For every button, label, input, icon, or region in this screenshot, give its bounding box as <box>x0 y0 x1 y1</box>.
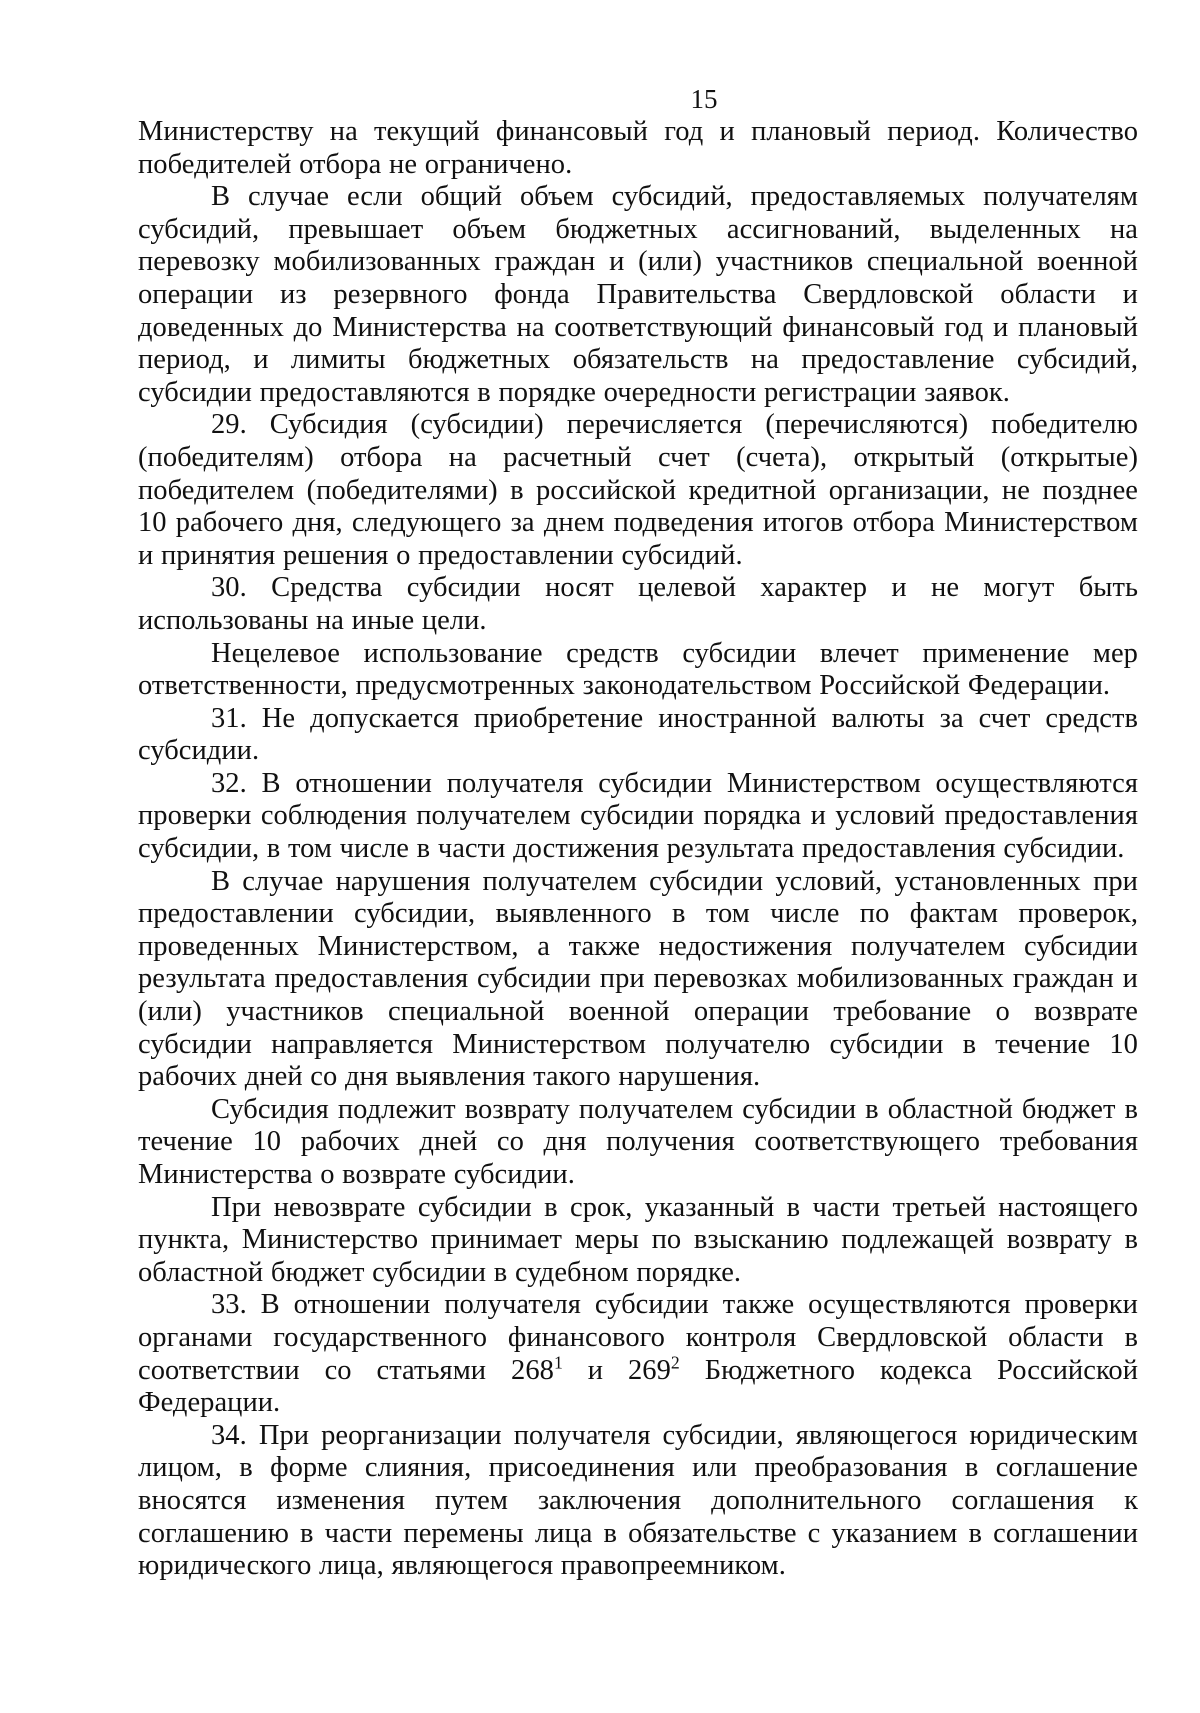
document-body <box>138 116 1138 1583</box>
paragraph-33-part1: 33. В отношении получателя субсидии также осуществляются проверки органами государственного финансового контроля Свердловской области в соответствии со статьями 268 <box>138 1289 1138 1386</box>
paragraph-34: 34. При реорганизации получателя субсидии, являющегося юридическим лицом, в форме слияния, присоединения или преобразования в соглашение вносятся изменения путем заключения дополнительного соглашения к соглашению в части перемены лица в обязательстве с указанием в соглашении юридического лица, являющегося правопреемником. <box>138 1419 1138 1582</box>
paragraph-30: 30. Средства субсидии носят целевой характер и не могут быть использованы на иные цели. <box>138 572 1138 636</box>
article-269-superscript: 2 <box>670 1352 680 1373</box>
paragraph-non-refund: При невозврате субсидии в срок, указанный в части третьей настоящего пункта, Министерство принимает меры по взысканию подлежащей возврату в областной бюджет субсидии в судебном порядке. <box>138 1191 1138 1288</box>
paragraph-29: 29. Субсидия (субсидии) перечисляется (перечисляются) победителю (победителям) отбора на расчетный счет (счета), открытый (открытые) победителем (победителями) в российской кредитной организации, не позднее 10 рабочего дня, следующего за днем подведения итогов отбора Министерством и принятия решения о предоставлении субсидий. <box>138 409 1138 571</box>
paragraph-33-part2: и 269 <box>562 1354 671 1386</box>
paragraph-32: 32. В отношении получателя субсидии Министерством осуществляются проверки соблюдения получателем субсидии порядка и условий предоставления субсидии, в том числе в части достижения результата предоставления субсидии. <box>138 767 1138 865</box>
paragraph-misuse: Нецелевое использование средств субсидии влечет применение мер ответственности, предусмотренных законодательством Российской Федерации. <box>138 637 1138 702</box>
paragraph-33-part3: Бюджетного кодекса Российской Федерации. <box>138 1354 1138 1419</box>
paragraph-violation: В случае нарушения получателем субсидии условий, установленных при предоставлении субсидии, выявленного в том числе по фактам проверок, проведенных Министерством, а также недостижения получателем субсидии результата предоставления субсидии при перевозках мобилизованных граждан и (или) участников специальной военной операции требование о возврате субсидии направляется Министерством получателю субсидии в течение 10 рабочих дней со дня выявления такого нарушения. <box>138 865 1138 1093</box>
page-number: 15 <box>690 84 718 114</box>
paragraph-budget-excess: В случае если общий объем субсидий, предоставляемых получателям субсидий, превышает объем бюджетных ассигнований, выделенных на перевозку мобилизованных граждан и (или) участников специальной военной операции из резервного фонда Правительства Свердловской области и доведенных до Министерства на соответствующий финансовый год и плановый период, и лимиты бюджетных обязательств на предоставление субсидий, субсидии предоставляются в порядке очередности регистрации заявок. <box>138 181 1138 408</box>
paragraph-continuation: Министерству на текущий финансовый год и плановый период. Количество победителей отбора не ограничено. <box>138 116 1138 180</box>
paragraph-33 <box>138 1289 1138 1419</box>
paragraph-31: 31. Не допускается приобретение иностранной валюты за счет средств субсидии. <box>138 702 1138 767</box>
article-268-superscript: 1 <box>553 1352 563 1373</box>
paragraph-refund: Субсидия подлежит возврату получателем субсидии в областной бюджет в течение 10 рабочих дней со дня получения соответствующего требования Министерства о возврате субсидии. <box>138 1093 1138 1190</box>
